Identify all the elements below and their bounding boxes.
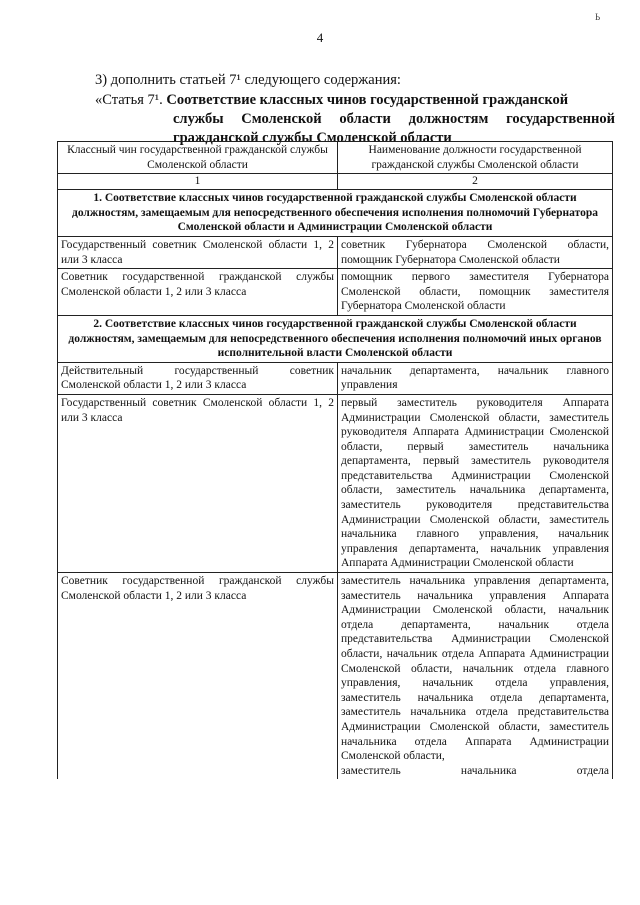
section-title-2: 2. Соответствие классных чинов государственной гражданской службы Смоленской области должностям, замещаемым для непосредственного обеспечения исполнения полномочий иных органов исполнительной власти Смоленской области: [58, 315, 613, 362]
article-title-line-1: [95, 91, 615, 110]
position-cell: первый заместитель руководителя Аппарата Администрации Смоленской области, заместитель руководителя Аппарата Администрации Смоленской области, первый заместитель начальника департамента, первый заместитель руководителя представительства Администрации Смоленской области, заместитель начальника департамента, заместитель руководителя представительства Администрации Смоленской области, заместитель начальника главного управления, начальник управления департамента, начальник управления Аппарата Администрации Смоленской области: [338, 394, 613, 572]
position-text: заместитель начальника управления департамента, заместитель начальника управления Аппарата Администрации Смоленской области, начальник отдела департамента, начальник отдела представительства Администрации Смоленской области, начальник отдела Аппарата Администрации Смоленской области, начальник отдела главного управления, начальник отдела управления, заместитель начальника отдела департамента, заместитель начальника отдела представительства Администрации Смоленской области, заместитель начальника отдела Аппарата Администрации Смоленской области,: [341, 575, 609, 763]
article-title-line-3: гражданской службы Смоленской области: [173, 130, 452, 146]
column-number-2: 2: [338, 174, 613, 190]
rank-cell: Государственный советник Смоленской области 1, 2 или 3 класса: [58, 236, 338, 268]
rank-cell: Действительный государственный советник Смоленской области 1, 2 или 3 класса: [58, 362, 338, 394]
section-title-1: 1. Соответствие классных чинов государственной гражданской службы Смоленской области должностям, замещаемым для непосредственного обеспечения исполнения полномочий Губернатора Смоленской области и Администрации Смоленской области: [58, 190, 613, 237]
position-cell: советник Губернатора Смоленской области, помощник Губернатора Смоленской области: [338, 236, 613, 268]
table-row: [58, 394, 613, 572]
section-header-row: [58, 190, 613, 237]
header-rank: Классный чин государственной гражданской службы Смоленской области: [58, 142, 338, 174]
corner-mark: Ь: [595, 12, 601, 22]
page-number: 4: [316, 30, 324, 45]
article-heading: [95, 91, 615, 148]
position-continuation: заместитель начальника отдела: [341, 764, 609, 777]
table-row: [58, 236, 613, 268]
amendment-intro: 3) дополнить статьей 7¹ следующего содержания:: [95, 72, 401, 88]
table-header-row: [58, 142, 613, 174]
table-row: [58, 362, 613, 394]
section-header-row: [58, 315, 613, 362]
rank-cell: Государственный советник Смоленской области 1, 2 или 3 класса: [58, 394, 338, 572]
article-title-line-2: службы Смоленской области должностям государственной: [173, 111, 615, 127]
article-title-part-1: Соответствие классных чинов государственной гражданской: [166, 92, 569, 108]
column-number-1: 1: [58, 174, 338, 190]
table-row: [58, 269, 613, 316]
position-cell: помощник первого заместителя Губернатора Смоленской области, помощник заместителя Губернатора Смоленской области: [338, 269, 613, 316]
position-cell: начальник департамента, начальник главного управления: [338, 362, 613, 394]
article-label: «Статья 7¹.: [95, 92, 163, 108]
header-position: Наименование должности государственной гражданской службы Смоленской области: [338, 142, 613, 174]
table-row: [58, 573, 613, 780]
rank-cell: Советник государственной гражданской службы Смоленской области 1, 2 или 3 класса: [58, 269, 338, 316]
rank-cell: Советник государственной гражданской службы Смоленской области 1, 2 или 3 класса: [58, 573, 338, 780]
rank-correspondence-table: [57, 141, 613, 779]
column-number-row: [58, 174, 613, 190]
position-cell: [338, 573, 613, 780]
